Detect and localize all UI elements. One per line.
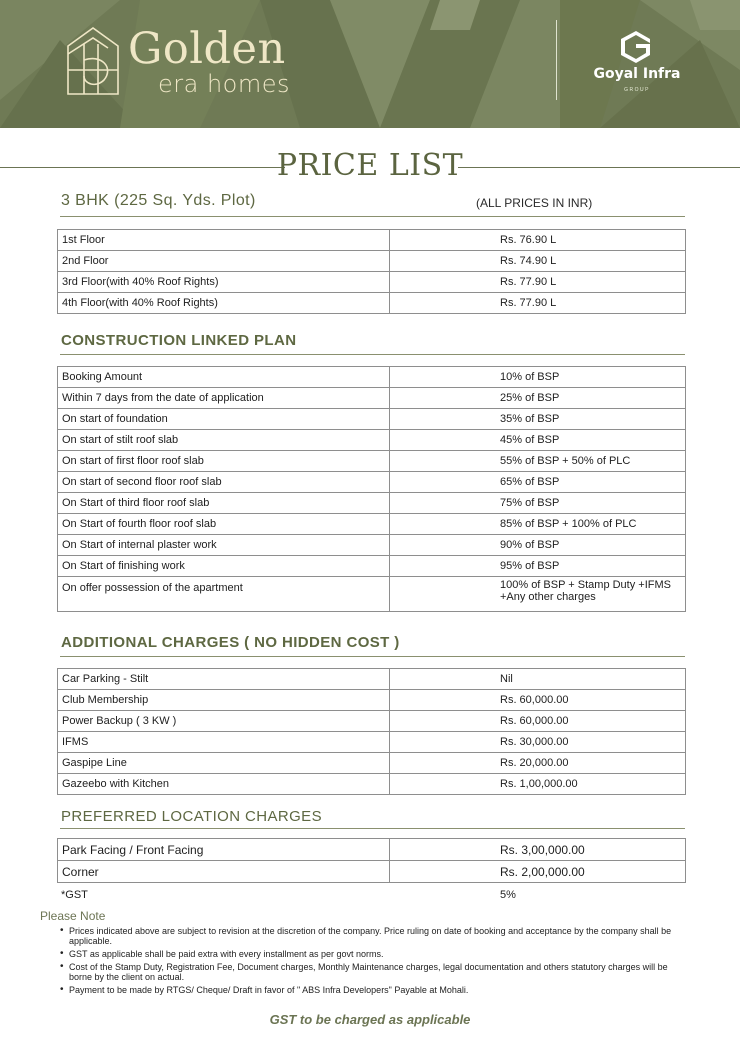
table-row bbox=[58, 451, 686, 472]
charge-label: Car Parking - Stilt bbox=[58, 669, 390, 690]
footer-note: GST to be charged as applicable bbox=[269, 1012, 471, 1027]
stage-label: Booking Amount bbox=[58, 367, 390, 388]
stage-percent: 75% of BSP bbox=[390, 493, 686, 514]
additional-heading: ADDITIONAL CHARGES ( NO HIDDEN COST ) bbox=[61, 634, 400, 651]
table-row bbox=[58, 839, 686, 861]
table-row bbox=[58, 230, 686, 251]
table-row bbox=[58, 272, 686, 293]
table-row bbox=[58, 251, 686, 272]
stage-percent: 95% of BSP bbox=[390, 556, 686, 577]
floor-label: 2nd Floor bbox=[58, 251, 390, 272]
unit-rule bbox=[60, 216, 685, 217]
table-row bbox=[58, 556, 686, 577]
table-row bbox=[58, 367, 686, 388]
location-label: Corner bbox=[58, 861, 390, 883]
stage-label: On Start of fourth floor roof slab bbox=[58, 514, 390, 535]
location-value: Rs. 2,00,000.00 bbox=[390, 861, 686, 883]
stage-percent: 65% of BSP bbox=[390, 472, 686, 493]
partner-name: Goyal Infra bbox=[593, 66, 681, 82]
additional-rule bbox=[60, 656, 685, 657]
table-row bbox=[58, 409, 686, 430]
table-row bbox=[58, 430, 686, 451]
banner-divider bbox=[556, 20, 557, 100]
brand-name: Golden bbox=[128, 24, 286, 74]
header-banner bbox=[0, 0, 740, 128]
charge-value: Rs. 60,000.00 bbox=[390, 711, 686, 732]
floor-price: Rs. 77.90 L bbox=[390, 293, 686, 314]
table-row bbox=[58, 690, 686, 711]
stage-label: On start of first floor roof slab bbox=[58, 451, 390, 472]
table-row bbox=[58, 472, 686, 493]
charge-value: Nil bbox=[390, 669, 686, 690]
location-label: Park Facing / Front Facing bbox=[58, 839, 390, 861]
floor-price: Rs. 74.90 L bbox=[390, 251, 686, 272]
page-title: PRICE LIST bbox=[276, 148, 464, 183]
gst-label: *GST bbox=[61, 889, 88, 901]
charge-value: Rs. 1,00,000.00 bbox=[390, 774, 686, 795]
charge-label: Gazeebo with Kitchen bbox=[58, 774, 390, 795]
table-row bbox=[58, 711, 686, 732]
location-value: Rs. 3,00,000.00 bbox=[390, 839, 686, 861]
stage-label: On Start of third floor roof slab bbox=[58, 493, 390, 514]
golden-era-monogram-icon bbox=[64, 24, 122, 98]
list-item: • Payment to be made by RTGS/ Cheque/ Draft in favor of " ABS Infra Developers" Payable at Mohali. bbox=[60, 985, 685, 995]
notes-heading: Please Note bbox=[40, 909, 106, 923]
partner-sub: GROUP bbox=[624, 87, 650, 93]
charge-value: Rs. 30,000.00 bbox=[390, 732, 686, 753]
floor-label: 4th Floor(with 40% Roof Rights) bbox=[58, 293, 390, 314]
list-item: • GST as applicable shall be paid extra with every installment as per govt norms. bbox=[60, 949, 685, 959]
stage-percent: 25% of BSP bbox=[390, 388, 686, 409]
table-row bbox=[58, 514, 686, 535]
list-item: • Cost of the Stamp Duty, Registration Fee, Document charges, Monthly Maintenance charges, legal documentation and others statutory charges will be borne by the client on actual. bbox=[60, 962, 685, 982]
charge-label: IFMS bbox=[58, 732, 390, 753]
charge-label: Gaspipe Line bbox=[58, 753, 390, 774]
table-row bbox=[58, 577, 686, 612]
floor-label: 3rd Floor(with 40% Roof Rights) bbox=[58, 272, 390, 293]
table-row bbox=[58, 774, 686, 795]
floor-price: Rs. 76.90 L bbox=[390, 230, 686, 251]
table-row bbox=[58, 293, 686, 314]
charge-value: Rs. 60,000.00 bbox=[390, 690, 686, 711]
brand-tagline: era homes bbox=[158, 70, 291, 98]
charge-label: Power Backup ( 3 KW ) bbox=[58, 711, 390, 732]
stage-percent bbox=[390, 577, 686, 612]
stage-label: On offer possession of the apartment bbox=[58, 577, 390, 612]
location-heading: PREFERRED LOCATION CHARGES bbox=[61, 808, 322, 825]
table-row bbox=[58, 535, 686, 556]
construction-heading: CONSTRUCTION LINKED PLAN bbox=[61, 332, 297, 349]
stage-label: On start of second floor roof slab bbox=[58, 472, 390, 493]
stage-percent: 45% of BSP bbox=[390, 430, 686, 451]
notes-list bbox=[60, 926, 685, 998]
gst-value: 5% bbox=[500, 889, 516, 901]
table-row bbox=[58, 861, 686, 883]
charge-label: Club Membership bbox=[58, 690, 390, 711]
goyal-g-icon bbox=[619, 29, 653, 63]
construction-rule bbox=[60, 354, 685, 355]
stage-label: On Start of finishing work bbox=[58, 556, 390, 577]
construction-plan-table bbox=[57, 366, 686, 612]
table-row bbox=[58, 732, 686, 753]
stage-percent-line2: +Any other charges bbox=[500, 591, 596, 603]
table-row bbox=[58, 493, 686, 514]
location-rule bbox=[60, 828, 685, 829]
additional-charges-table bbox=[57, 668, 686, 795]
stage-label: On Start of internal plaster work bbox=[58, 535, 390, 556]
stage-label: Within 7 days from the date of application bbox=[58, 388, 390, 409]
table-row bbox=[58, 388, 686, 409]
stage-percent: 85% of BSP + 100% of PLC bbox=[390, 514, 686, 535]
floor-price: Rs. 77.90 L bbox=[390, 272, 686, 293]
table-row bbox=[58, 753, 686, 774]
location-charges-table bbox=[57, 838, 686, 883]
stage-label: On start of stilt roof slab bbox=[58, 430, 390, 451]
stage-percent: 10% of BSP bbox=[390, 367, 686, 388]
currency-note: (ALL PRICES IN INR) bbox=[476, 196, 593, 210]
table-row bbox=[58, 669, 686, 690]
floor-label: 1st Floor bbox=[58, 230, 390, 251]
stage-percent: 55% of BSP + 50% of PLC bbox=[390, 451, 686, 472]
list-item: • Prices indicated above are subject to revision at the discretion of the company. Price ruling on date of booking and acceptance by the company shall be applicable. bbox=[60, 926, 685, 946]
unit-price-table bbox=[57, 229, 686, 314]
stage-percent-line1: 100% of BSP + Stamp Duty +IFMS bbox=[500, 579, 671, 591]
stage-percent: 35% of BSP bbox=[390, 409, 686, 430]
stage-label: On start of foundation bbox=[58, 409, 390, 430]
unit-heading: 3 BHK (225 Sq. Yds. Plot) bbox=[61, 192, 256, 209]
stage-percent: 90% of BSP bbox=[390, 535, 686, 556]
charge-value: Rs. 20,000.00 bbox=[390, 753, 686, 774]
